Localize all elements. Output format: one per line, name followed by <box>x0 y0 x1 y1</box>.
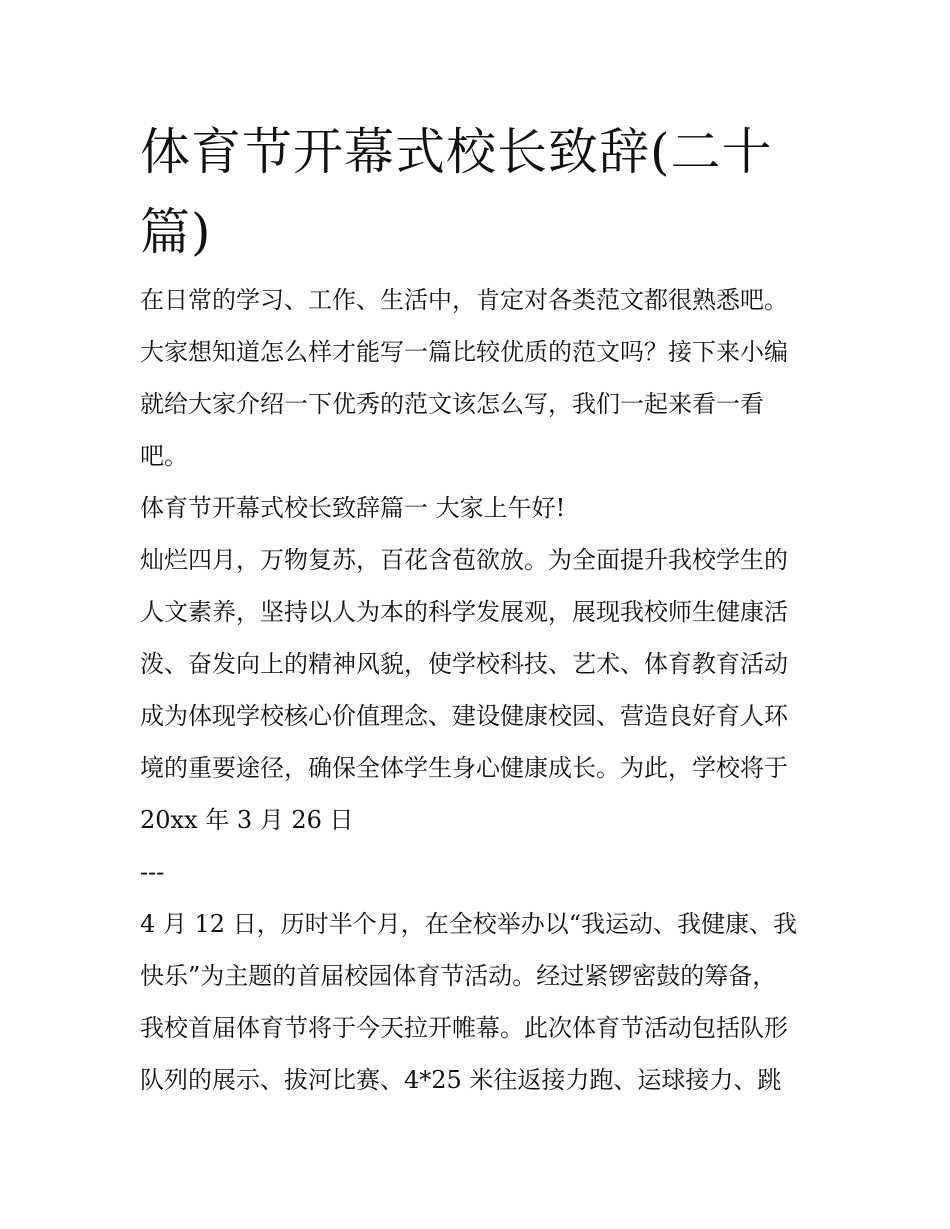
paragraph-line: 成为体现学校核心价值理念、建设健康校园、营造良好育人环 <box>140 702 788 730</box>
separator-line: --- <box>140 858 165 886</box>
document-title <box>140 112 820 272</box>
paragraph-line: 我校首届体育节将于今天拉开帷幕。此次体育节活动包括队形 <box>140 1014 788 1042</box>
paragraph-line: 灿烂四月，万物复苏，百花含苞欲放。为全面提升我校学生的 <box>140 546 788 574</box>
title-line: 体育节开幕式校长致辞(二十 <box>140 123 773 181</box>
intro-line: 大家想知道怎么样才能写一篇比较优质的范文吗？接下来小编 <box>140 338 788 366</box>
intro-line: 在日常的学习、工作、生活中，肯定对各类范文都很熟悉吧。 <box>140 286 788 314</box>
section-heading-line: 体育节开幕式校长致辞篇一 大家上午好! <box>140 494 566 522</box>
intro-line: 吧。 <box>140 442 188 470</box>
paragraph-line: 4 月 12 日，历时半个月，在全校举办以“我运动、我健康、我 <box>140 910 797 938</box>
paragraph-line: 泼、奋发向上的精神风貌，使学校科技、艺术、体育教育活动 <box>140 650 788 678</box>
intro-line: 就给大家介绍一下优秀的范文该怎么写，我们一起来看一看 <box>140 390 764 418</box>
date-line: 20xx 年 3 月 26 日 <box>140 806 354 834</box>
title-line: 篇) <box>140 203 212 261</box>
document-body <box>140 274 830 1106</box>
paragraph-line: 快乐”为主题的首届校园体育节活动。经过紧锣密鼓的筹备， <box>140 962 777 990</box>
paragraph-line: 人文素养，坚持以人为本的科学发展观，展现我校师生健康活 <box>140 598 788 626</box>
paragraph-line: 队列的展示、拔河比赛、4*25 米往返接力跑、运球接力、跳 <box>140 1066 782 1094</box>
paragraph-line: 境的重要途径，确保全体学生身心健康成长。为此，学校将于 <box>140 754 788 782</box>
